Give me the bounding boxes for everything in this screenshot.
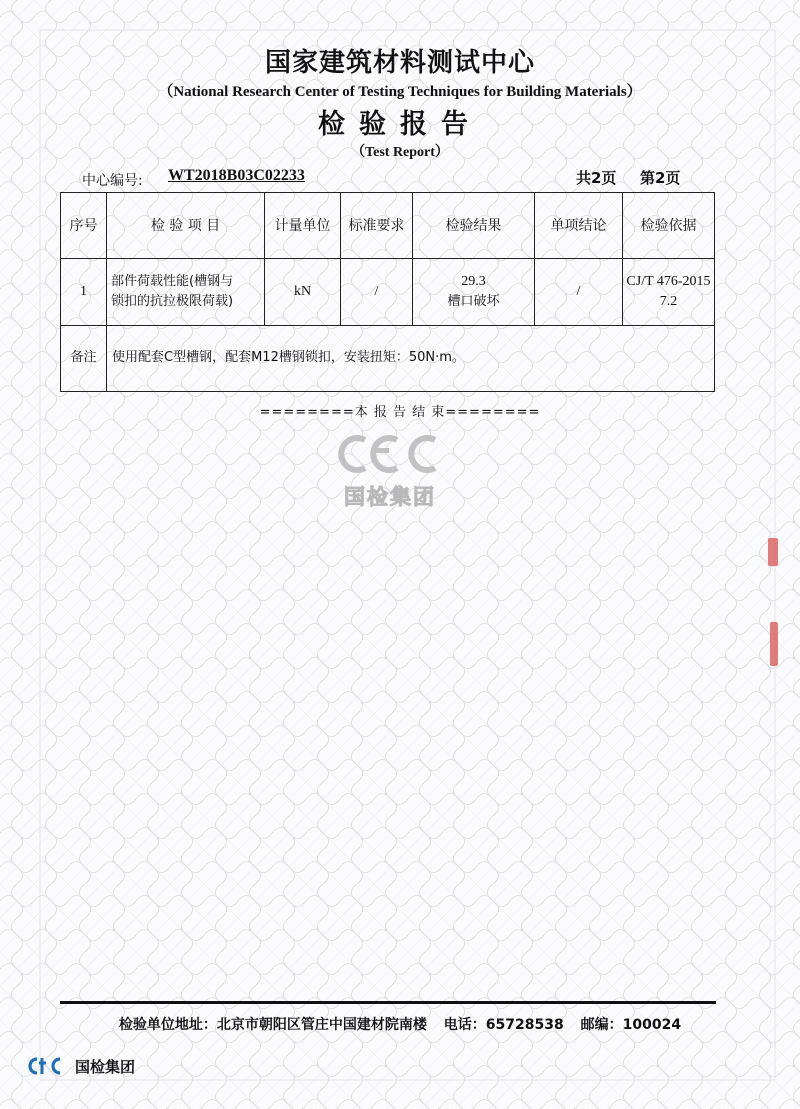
table-header-row	[61, 193, 715, 259]
cell-result-value: 29.3	[461, 273, 486, 289]
report-end-marker: ========本 报 告 结 束========	[259, 405, 541, 420]
remarks-row	[61, 325, 715, 391]
cell-basis-line1: CJ/T 476-2015	[626, 273, 711, 289]
center-no-label: 中心编号:	[82, 173, 143, 189]
remarks-label: 备注	[61, 325, 107, 391]
org-title-cn: 国家建筑材料测试中心	[264, 48, 535, 78]
cell-requirement: /	[341, 259, 413, 325]
table-row	[61, 259, 715, 325]
ctc-stamp-logo-icon	[335, 432, 445, 476]
header-cell-requirement: 标准要求	[341, 193, 413, 259]
cell-basis-line2: 7.2	[659, 293, 678, 309]
cell-no: 1	[61, 259, 107, 325]
cell-item	[107, 259, 265, 325]
report-title-en: （Test Report）	[351, 145, 449, 160]
header-cell-result: 检验结果	[413, 193, 535, 259]
ctc-brand-logo-icon	[26, 1055, 72, 1077]
page-current: 第2页	[640, 169, 681, 187]
page-total: 共2页	[576, 169, 617, 187]
center-no-value: WT2018B03C02233	[168, 167, 305, 184]
cell-item-line2: 锁扣的抗拉极限荷载)	[111, 293, 234, 309]
cell-result-desc: 槽口破坏	[447, 293, 500, 309]
footer-postcode: 邮编：100024	[580, 1017, 682, 1033]
seal-fragment-bottom	[770, 622, 778, 666]
cell-item-line1: 部件荷载性能(槽钢与	[111, 273, 234, 289]
header-cell-conclusion: 单项结论	[535, 193, 623, 259]
footer-address: 检验单位地址：北京市朝阳区管庄中国建材院南楼	[118, 1017, 427, 1033]
footer-divider	[60, 1001, 716, 1004]
header-cell-basis: 检验依据	[623, 193, 715, 259]
cell-unit: kN	[265, 259, 341, 325]
stamp-watermark-text: 国检集团	[344, 485, 436, 509]
org-title-en: （National Research Center of Testing Techniques for Building Materials）	[158, 84, 642, 100]
cell-conclusion: /	[535, 259, 623, 325]
header-cell-item: 检 验 项 目	[107, 193, 265, 259]
report-title-cn: 检验报告	[318, 109, 482, 140]
footer-info	[0, 1014, 800, 1034]
footer-phone: 电话：65728538	[443, 1017, 564, 1033]
brand-name: 国检集团	[75, 1058, 136, 1076]
test-results-table	[60, 192, 715, 392]
header-cell-no: 序号	[61, 193, 107, 259]
cell-result	[413, 259, 535, 325]
remarks-text: 使用配套C型槽钢，配套M12槽钢锁扣，安装扭矩：50N·m。	[107, 325, 715, 391]
seal-fragment-top	[768, 538, 778, 566]
cell-basis	[623, 259, 715, 325]
header-cell-unit: 计量单位	[265, 193, 341, 259]
